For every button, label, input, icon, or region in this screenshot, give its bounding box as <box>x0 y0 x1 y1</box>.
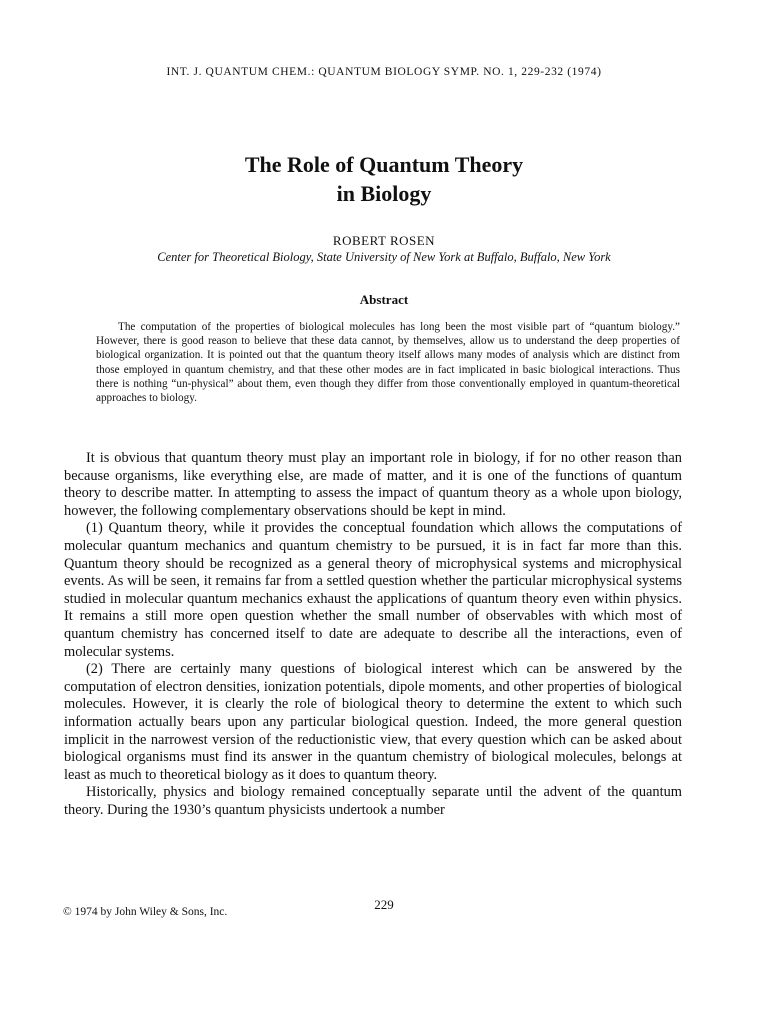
running-head: INT. J. QUANTUM CHEM.: QUANTUM BIOLOGY SYMP. NO. 1, 229-232 (1974) <box>166 66 602 78</box>
page-number: 229 <box>374 897 394 912</box>
copyright-notice: © 1974 by John Wiley & Sons, Inc. <box>63 906 228 918</box>
author-name: ROBERT ROSEN <box>332 233 436 248</box>
title-line-1: The Role of Quantum Theory <box>244 152 524 177</box>
abstract-heading: Abstract <box>359 292 409 307</box>
author-affiliation: Center for Theoretical Biology, State University of New York at Buffalo, Buffalo, New York <box>157 250 611 264</box>
body-paragraph: It is obvious that quantum theory must play an important role in biology, if for no other reason than because organisms, like everything else, are made of matter, and it is one of the functions of quantum theory to describe matter. In attempting to assess the impact of quantum theory as a whole upon biology, however, the following complementary observations should be kept in mind. <box>64 450 682 519</box>
body-paragraph: (1) Quantum theory, while it provides the conceptual foundation which allows the computations of molecular quantum mechanics and quantum chemistry to be pursued, it is in fact far more than this. Quantum theory should be recognized as a general theory of microphysical systems and microphysical events. As will be seen, it remains far from a settled question whether the particular microphysical systems studied in molecular quantum mechanics exhaust the applications of quantum theory even within physics. It remains a still more open question whether the small number of observables with which most of quantum chemistry has concerned itself to date are adequate to describe all the interactions, even of molecular systems. <box>64 520 682 660</box>
body-paragraph: (2) There are certainly many questions of biological interest which can be answered by the computation of electron densities, ionization potentials, dipole moments, and other properties of biological molecules. However, it is clearly the role of biological theory to determine the extent to which such information actually bears upon any particular biological question. Indeed, the more general question implicit in the narrowest version of the reductionistic view, that every question which can be asked about biological organisms must find its answer in the quantum chemistry of biological molecules, belongs at least as much to theoretical biology as it does to quantum theory. <box>64 661 682 783</box>
body-paragraph: Historically, physics and biology remained conceptually separate until the advent of the quantum theory. During the 1930’s quantum physicists undertook a number <box>64 784 682 818</box>
title-line-2: in Biology <box>336 181 432 206</box>
body-text <box>64 450 682 819</box>
article-title <box>0 150 768 208</box>
abstract-text: The computation of the properties of biological molecules has long been the most visible part of “quantum biology.” However, there is good reason to believe that these data cannot, by themselves, allow us to understand the deep properties of biological organization. It is pointed out that the quantum theory itself allows many modes of analysis which are distinct from those employed in quantum chemistry, and that these other modes are in fact implicated in basic biological interactions. Thus there is nothing “un-physical” about them, even though they differ from those conventionally employed in quantum-theoretical approaches to biology. <box>96 321 680 405</box>
